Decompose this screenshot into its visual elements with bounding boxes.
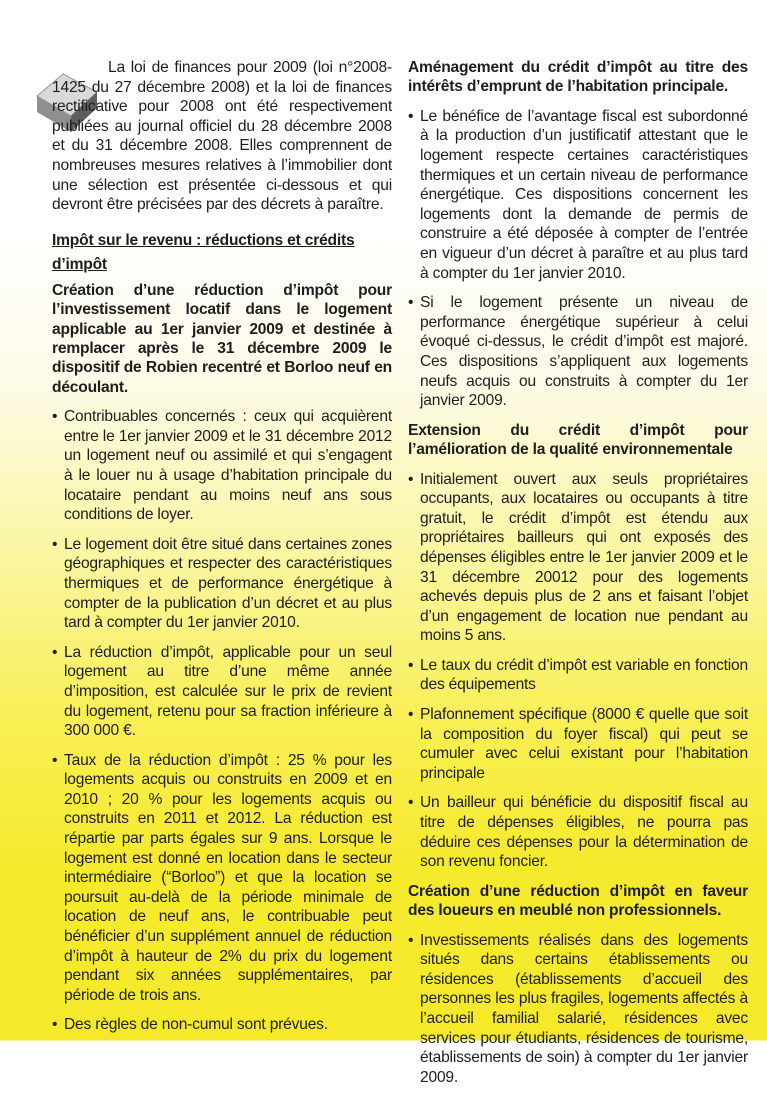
right-column — [408, 58, 748, 1097]
intro-paragraph: La loi de finances pour 2009 (loi n°2008-1425 du 27 décembre 2008) et la loi de finances rectificative pour 2008 ont été respectivement publiées au journal officiel du 28 décembre 2008 et du 31 décembre 2008. Elles comprennent de nombreuses mesures relatives à l’immobilier dont une sélection est présentée ci-dessous et qui devront être précisées par des décrets à paraître. — [52, 59, 392, 214]
list-item: • Plafonnement spécifique (8000 € quelle que soit la composition du foyer fiscal) qui peut se cumuler avec celui existant pour l’habitation principale — [408, 705, 748, 783]
list-item: • Taux de la réduction d’impôt : 25 % pour les logements acquis ou construits en 2009 et en 2010 ; 20 % pour les logements acquis ou construits en 2011 et 2012. La réduction est répartie par parts égales sur 9 ans. Lorsque le logement est donné en location dans le secteur intermédiaire (“Borloo”) et que la location se poursuit au-delà de la période minimale de location de neuf ans, le contribuable peut bénéficier d’un supplément annuel de réduction d’impôt à hauteur de 2% du prix du logement pendant six années supplémentaires, par période de trois ans. — [52, 751, 392, 1006]
heading-extension-credit: Extension du crédit d’impôt pour l’amélioration de la qualité environnementale — [408, 421, 748, 459]
heading-loueurs-meuble: Création d’une réduction d’impôt en faveur des loueurs en meublé non professionnels. — [408, 882, 748, 920]
heading-amenagement-credit: Aménagement du crédit d’impôt au titre des intérêts d’emprunt de l’habitation principale. — [408, 59, 748, 96]
list-item: • Des règles de non-cumul sont prévues. — [52, 1015, 392, 1035]
right-bullet-list-2 — [408, 470, 748, 872]
list-item: • Initialement ouvert aux seuls propriétaires occupants, aux locataires ou occupants à titre gratuit, le crédit d’impôt est étendu aux propriétaires bailleurs qui ont exposés des dépenses éligibles entre le 1er janvier 2009 et le 31 décembre 20012 pour des logements achevés depuis plus de 2 ans et faisant l’objet d’un engagement de location nue pendant au moins 5 ans. — [408, 470, 748, 646]
list-item: • Investissements réalisés dans des logements situés dans certains établissements ou résidences (établissements d’accueil des personnes les plus fragiles, logements affectés à l’accueil familial salarié, résidences avec services pour étudiants, résidences de tourisme, établissements de soin) à compter du 1er janvier 2009. — [408, 931, 748, 1088]
right-bullet-list-3 — [408, 931, 748, 1088]
list-item: • Le logement doit être situé dans certaines zones géographiques et respecter des caractéristiques thermiques et de performance énergétique à compter de la publication d’un décret et au plus tard à compter du 1er janvier 2010. — [52, 535, 392, 633]
list-item: • Un bailleur qui bénéficie du dispositif fiscal au titre de dépenses éligibles, ne pourra pas déduire ces dépenses pour la détermination de son revenu foncier. — [408, 793, 748, 871]
left-bullet-list — [52, 407, 392, 1035]
list-item: • Contribuables concernés : ceux qui acquièrent entre le 1er janvier 2009 et le 31 décembre 2012 un logement neuf ou assimilé et qui s’engagent à le louer nu à usage d’habitation principale du locataire pendant au moins neuf ans sous conditions de loyer. — [52, 407, 392, 525]
right-bullet-list-1 — [408, 107, 748, 411]
subheading-reduction-impot: Création d’une réduction d’impôt pour l’investissement locatif dans le logement applicable au 1er janvier 2009 et destinée à remplacer après le 31 décembre 2009 le dispositif de Robien recentré et Borloo neuf en découlant. — [52, 281, 392, 396]
section-title: Impôt sur le revenu : réductions et crédits d’impôt — [52, 231, 355, 273]
list-item: • Si le logement présente un niveau de performance énergétique supérieur à celui évoqué ci-dessus, le crédit d’impôt est majoré. Ces dispositions s’appliquent aux logements neufs acquis ou construits à compter du 1er janvier 2009. — [408, 293, 748, 411]
list-item: • Le taux du crédit d’impôt est variable en fonction des équipements — [408, 656, 748, 695]
list-item: • La réduction d’impôt, applicable pour un seul logement au titre d’une même année d’imposition, est calculée sur le prix de revient du logement, retenu pour sa fraction inférieure à 300 000 €. — [52, 643, 392, 741]
left-column — [52, 58, 392, 1045]
list-item: • Le bénéfice de l’avantage fiscal est subordonné à la production d’un justificatif attestant que le logement respecte certaines caractéristiques thermiques et un certain niveau de performance énergétique. Ces dispositions concernent les logements dont la demande de permis de construire a été déposée à compter de l’entrée en vigueur d’un décret à paraître et au plus tard à compter du 1er janvier 2010. — [408, 107, 748, 283]
